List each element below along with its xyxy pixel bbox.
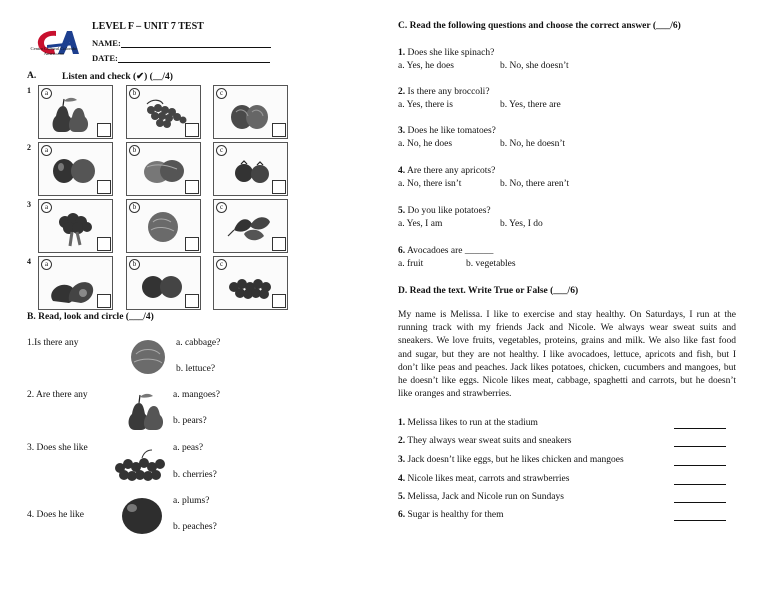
- option-letter: b: [129, 88, 140, 99]
- question-number: 4.: [398, 166, 406, 176]
- c-option-b[interactable]: b. No, she doesn’t: [500, 61, 569, 71]
- c-option-a[interactable]: a. No, there isn’t: [398, 179, 462, 189]
- name-label: NAME:: [92, 38, 121, 48]
- row-number: 4: [27, 257, 31, 266]
- test-title: LEVEL F – UNIT 7 TEST: [92, 21, 204, 32]
- option-letter: b: [129, 145, 140, 156]
- d-statement: [398, 455, 624, 465]
- b-option-a[interactable]: a. plums?: [173, 496, 210, 506]
- checkbox[interactable]: [97, 123, 111, 137]
- option-letter: a: [41, 88, 52, 99]
- picture-peaches[interactable]: [126, 142, 201, 196]
- option-letter: c: [216, 88, 227, 99]
- c-option-b[interactable]: b. Yes, there are: [500, 100, 561, 110]
- row-number: 1: [27, 86, 31, 95]
- answer-blank[interactable]: [674, 494, 726, 506]
- cherries-picture: [112, 446, 168, 484]
- checkbox[interactable]: [272, 123, 286, 137]
- c-option-a[interactable]: a. Yes, he does: [398, 61, 454, 71]
- c-option-a[interactable]: a. Yes, I am: [398, 219, 443, 229]
- picture-avocados[interactable]: [38, 256, 113, 310]
- checkbox[interactable]: [97, 294, 111, 308]
- option-letter: c: [216, 259, 227, 270]
- statement-text: Melissa, Jack and Nicole run on Sundays: [407, 492, 564, 502]
- picture-lettuce[interactable]: [126, 199, 201, 253]
- date-field[interactable]: [92, 53, 270, 63]
- b-option-b[interactable]: b. peaches?: [173, 522, 217, 532]
- question-text: Do you like potatoes?: [407, 206, 491, 216]
- option-letter: a: [41, 145, 52, 156]
- answer-blank[interactable]: [674, 476, 726, 488]
- c-question: [398, 126, 496, 136]
- b-question: 3. Does she like: [27, 443, 88, 453]
- answer-blank[interactable]: [674, 420, 726, 432]
- b-question: 1.Is there any: [27, 338, 79, 348]
- option-letter: b: [129, 202, 140, 213]
- question-number: 2.: [398, 87, 406, 97]
- answer-blank[interactable]: [674, 438, 726, 450]
- d-statement: [398, 436, 571, 446]
- picture-pears[interactable]: [38, 85, 113, 139]
- b-option-a[interactable]: a. mangoes?: [173, 390, 220, 400]
- c-option-b[interactable]: b. No, there aren’t: [500, 179, 570, 189]
- checkbox[interactable]: [185, 180, 199, 194]
- checkbox[interactable]: [97, 237, 111, 251]
- checkbox[interactable]: [272, 237, 286, 251]
- b-option-a[interactable]: a. cabbage?: [176, 338, 221, 348]
- checkbox[interactable]: [185, 294, 199, 308]
- picture-spinach[interactable]: [213, 199, 288, 253]
- plums-picture: [118, 494, 166, 536]
- c-option-b[interactable]: b. Yes, I do: [500, 219, 543, 229]
- c-question: [398, 166, 495, 176]
- option-letter: a: [41, 259, 52, 270]
- b-option-b[interactable]: b. lettuce?: [176, 364, 216, 374]
- logo-text: Centro Cultural Colombo Americano: [30, 46, 78, 56]
- b-option-a[interactable]: a. peas?: [173, 443, 204, 453]
- c-option-b[interactable]: b. vegetables: [466, 259, 516, 269]
- d-statement: [398, 492, 564, 502]
- pears-picture: [124, 386, 166, 432]
- checkbox[interactable]: [185, 123, 199, 137]
- option-letter: b: [129, 259, 140, 270]
- section-c-title: C. Read the following questions and choose the correct answer (___/6): [398, 21, 681, 31]
- row-number: 2: [27, 143, 31, 152]
- c-option-b[interactable]: b. No, he doesn’t: [500, 139, 565, 149]
- statement-number: 3.: [398, 455, 406, 465]
- cabbage-picture: [128, 338, 168, 376]
- b-option-b[interactable]: b. cherries?: [173, 470, 217, 480]
- d-statement: [398, 510, 504, 520]
- reading-passage: My name is Melissa. I like to exercise and stay healthy. On Saturdays, I run at the running track with my friends Jack and Nicole. We always wear sweat suits and sneakers. We love fruits, vegetables, proteins, grains and milk. We also like fast food and sugar, but they are not healthy. I like avocadoes, lettuce, apricots and fish, but I don’t like peas and peaches. Jack likes potatoes, chicken, cucumbers and mangoes, but he doesn’t like eggs. Nicole likes meat, cabbage, spaghetti and carrots, but he doesn’t like oranges and strawberries.: [398, 310, 736, 400]
- statement-number: 4.: [398, 474, 406, 484]
- school-logo: [34, 18, 80, 68]
- option-letter: c: [216, 202, 227, 213]
- d-statement: [398, 474, 569, 484]
- statement-text: Jack doesn’t like eggs, but he likes chicken and mangoes: [407, 455, 624, 465]
- option-letter: c: [216, 145, 227, 156]
- question-text: Avocadoes are ______: [406, 246, 494, 256]
- section-b-title: B. Read, look and circle (___/4): [27, 312, 154, 322]
- answer-blank[interactable]: [674, 457, 726, 469]
- c-option-a[interactable]: a. fruit: [398, 259, 424, 269]
- b-question: 4. Does he like: [27, 510, 84, 520]
- statement-text: Sugar is healthy for them: [407, 510, 504, 520]
- picture-cabbage[interactable]: [213, 85, 288, 139]
- picture-cherries[interactable]: [213, 256, 288, 310]
- section-a-letter: A.: [27, 71, 37, 81]
- b-question: 2. Are there any: [27, 390, 88, 400]
- c-option-a[interactable]: a. No, he does: [398, 139, 453, 149]
- question-number: 5.: [398, 206, 406, 216]
- c-question: [398, 206, 491, 216]
- question-text: Are there any apricots?: [406, 166, 496, 176]
- checkbox[interactable]: [97, 180, 111, 194]
- section-a-instruction: Listen and check (✔) (__/4): [62, 72, 173, 82]
- question-number: 1.: [398, 48, 406, 58]
- statement-number: 5.: [398, 492, 406, 502]
- picture-broccoli[interactable]: [38, 199, 113, 253]
- name-field[interactable]: [92, 38, 271, 48]
- question-text: Does she like spinach?: [407, 48, 495, 58]
- statement-number: 1.: [398, 418, 406, 428]
- statement-text: Melissa likes to run at the stadium: [407, 418, 538, 428]
- picture-plums[interactable]: [38, 142, 113, 196]
- picture-grapes[interactable]: [126, 85, 201, 139]
- question-number: 6.: [398, 246, 406, 256]
- statement-text: They always wear sweat suits and sneakers: [407, 436, 572, 446]
- checkbox[interactable]: [185, 237, 199, 251]
- statement-text: Nicole likes meat, carrots and strawberries: [407, 474, 570, 484]
- row-number: 3: [27, 200, 31, 209]
- question-number: 3.: [398, 126, 406, 136]
- c-option-a[interactable]: a. Yes, there is: [398, 100, 453, 110]
- option-letter: a: [41, 202, 52, 213]
- picture-tomatoes[interactable]: [213, 142, 288, 196]
- picture-plums-2[interactable]: [126, 256, 201, 310]
- b-option-b[interactable]: b. pears?: [173, 416, 207, 426]
- checkbox[interactable]: [272, 294, 286, 308]
- c-question: [398, 48, 494, 58]
- statement-number: 2.: [398, 436, 406, 446]
- question-text: Does he like tomatoes?: [407, 126, 496, 136]
- section-d-title: D. Read the text. Write True or False (___/6): [398, 286, 579, 296]
- d-statement: [398, 418, 538, 428]
- checkbox[interactable]: [272, 180, 286, 194]
- c-question: [398, 246, 493, 256]
- statement-number: 6.: [398, 510, 406, 520]
- answer-blank[interactable]: [674, 512, 726, 524]
- question-text: Is there any broccoli?: [407, 87, 490, 97]
- date-label: DATE:: [92, 53, 118, 63]
- c-question: [398, 87, 490, 97]
